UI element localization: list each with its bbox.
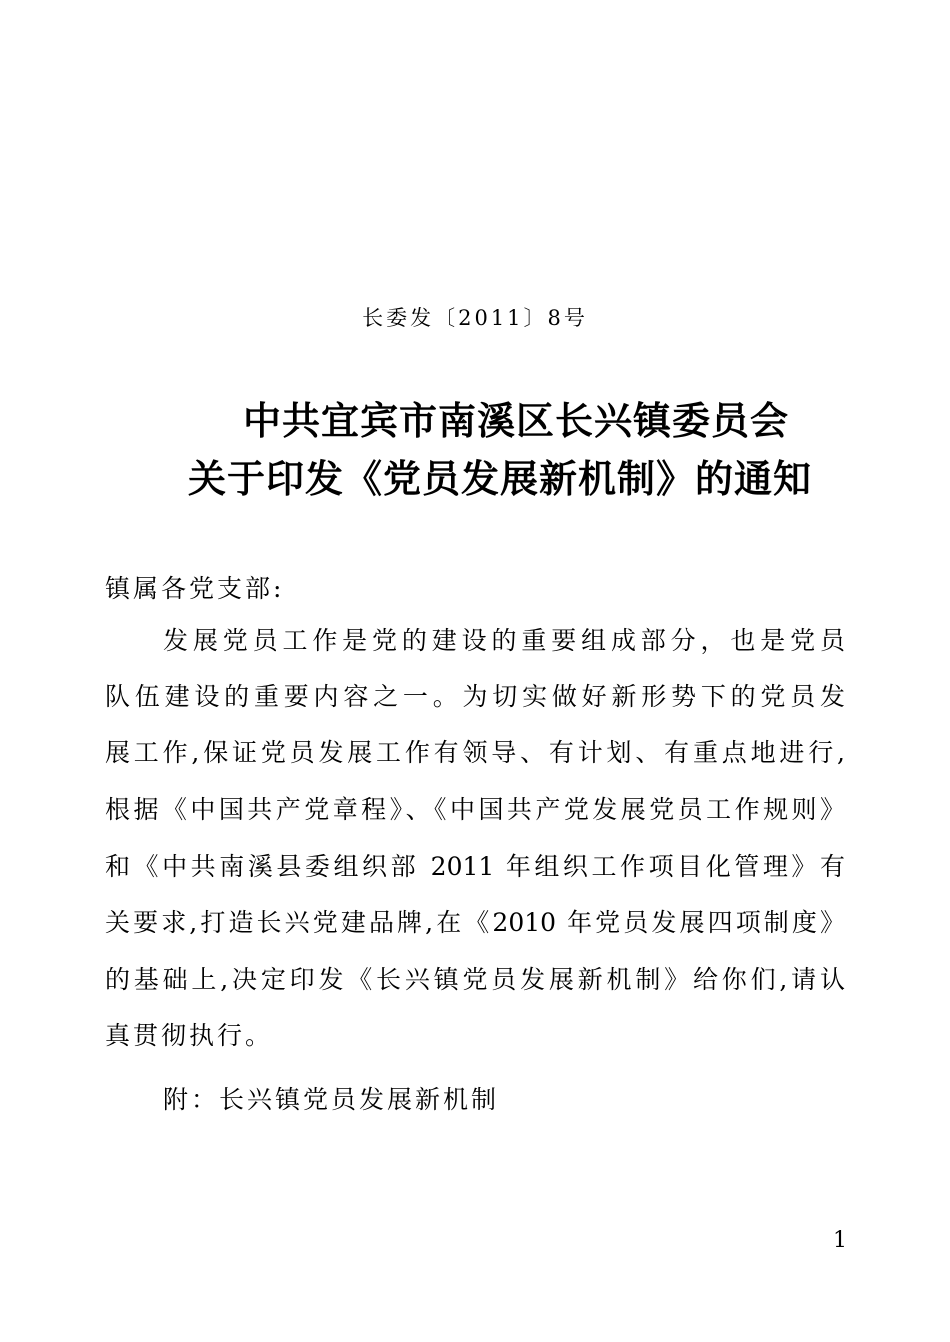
- body-line-4: 根据《中国共产党章程》、《中国共产党发展党员工作规则》: [105, 795, 845, 824]
- page-number: 1: [833, 1228, 847, 1253]
- body-line-1: 发展党员工作是党的建设的重要组成部分，也是党员: [163, 626, 845, 655]
- document-title-line-2: 关于印发《党员发展新机制》的通知: [187, 456, 812, 501]
- body-line-6: 关要求,打造长兴党建品牌,在《2010 年党员发展四项制度》: [105, 908, 845, 937]
- body-line-7: 的基础上,决定印发《长兴镇党员发展新机制》给你们,请认: [105, 965, 845, 994]
- body-line-3: 展工作,保证党员发展工作有领导、有计划、有重点地进行,: [105, 738, 845, 767]
- body-line-5: 和《中共南溪县委组织部 2011 年组织工作项目化管理》有: [105, 852, 845, 881]
- attachment-note: 附：长兴镇党员发展新机制: [163, 1085, 500, 1114]
- document-number: 长委发〔2011〕8号: [362, 306, 588, 330]
- salutation: 镇属各党支部:: [105, 574, 285, 603]
- body-line-2: 队伍建设的重要内容之一。为切实做好新形势下的党员发: [105, 682, 845, 711]
- document-title-line-1: 中共宜宾市南溪区长兴镇委员会: [242, 398, 789, 443]
- body-line-8: 真贯彻执行。: [105, 1021, 274, 1050]
